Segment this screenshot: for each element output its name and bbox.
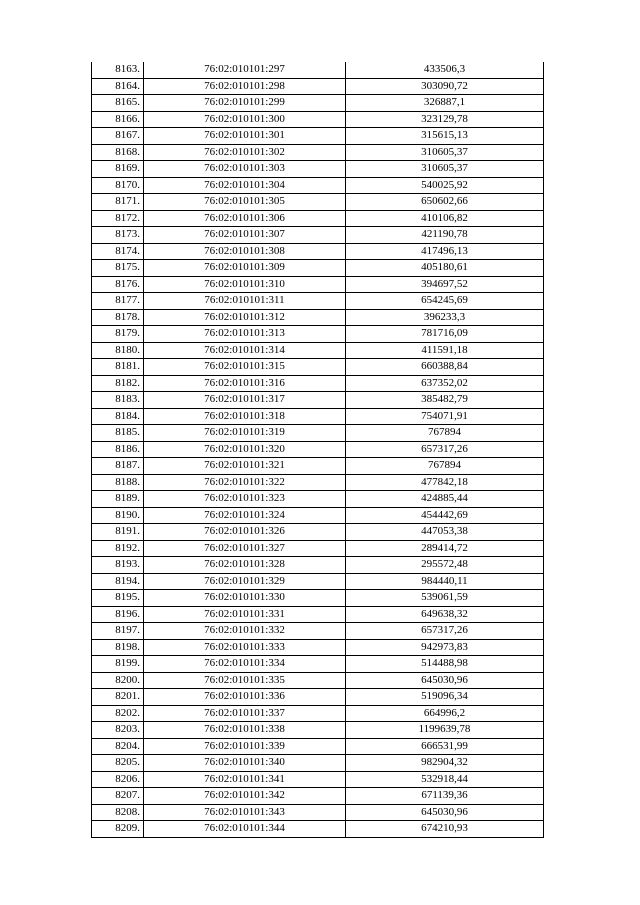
table-row [92,359,544,376]
row-number: 8196. [92,606,144,623]
cadastral-value: 657317,26 [346,623,544,640]
table-row [92,342,544,359]
cadastral-number: 76:02:010101:307 [144,227,346,244]
row-number: 8202. [92,705,144,722]
cadastral-value: 637352,02 [346,375,544,392]
row-number: 8172. [92,210,144,227]
cadastral-value: 660388,84 [346,359,544,376]
row-number: 8198. [92,639,144,656]
table-row [92,623,544,640]
table-row [92,540,544,557]
row-number: 8183. [92,392,144,409]
row-number: 8193. [92,557,144,574]
cadastral-value: 674210,93 [346,821,544,838]
cadastral-number: 76:02:010101:310 [144,276,346,293]
row-number: 8206. [92,771,144,788]
table-row [92,771,544,788]
cadastral-number: 76:02:010101:334 [144,656,346,673]
cadastral-number: 76:02:010101:337 [144,705,346,722]
row-number: 8163. [92,62,144,78]
row-number: 8201. [92,689,144,706]
cadastral-number: 76:02:010101:315 [144,359,346,376]
cadastral-number: 76:02:010101:303 [144,161,346,178]
table-row [92,507,544,524]
row-number: 8165. [92,95,144,112]
table-row [92,243,544,260]
table-row [92,194,544,211]
table-row [92,408,544,425]
table-row [92,804,544,821]
cadastral-number: 76:02:010101:330 [144,590,346,607]
table-row [92,260,544,277]
cadastral-value: 323129,78 [346,111,544,128]
table-row [92,689,544,706]
row-number: 8178. [92,309,144,326]
cadastral-number: 76:02:010101:320 [144,441,346,458]
cadastral-number: 76:02:010101:329 [144,573,346,590]
row-number: 8166. [92,111,144,128]
table-row [92,557,544,574]
table-row [92,210,544,227]
table-body [92,62,544,837]
row-number: 8199. [92,656,144,673]
cadastral-number: 76:02:010101:317 [144,392,346,409]
row-number: 8187. [92,458,144,475]
table-row [92,474,544,491]
cadastral-value: 539061,59 [346,590,544,607]
row-number: 8205. [92,755,144,772]
table-row [92,276,544,293]
cadastral-number: 76:02:010101:304 [144,177,346,194]
cadastral-number: 76:02:010101:327 [144,540,346,557]
row-number: 8204. [92,738,144,755]
row-number: 8190. [92,507,144,524]
table-row [92,606,544,623]
row-number: 8186. [92,441,144,458]
row-number: 8171. [92,194,144,211]
table-row [92,672,544,689]
cadastral-number: 76:02:010101:313 [144,326,346,343]
cadastral-value: 666531,99 [346,738,544,755]
table-row [92,458,544,475]
table-row [92,128,544,145]
cadastral-value: 295572,48 [346,557,544,574]
row-number: 8174. [92,243,144,260]
row-number: 8185. [92,425,144,442]
cadastral-number: 76:02:010101:323 [144,491,346,508]
cadastral-number: 76:02:010101:316 [144,375,346,392]
table-row [92,656,544,673]
cadastral-value: 649638,32 [346,606,544,623]
row-number: 8192. [92,540,144,557]
cadastral-value: 454442,69 [346,507,544,524]
row-number: 8180. [92,342,144,359]
row-number: 8173. [92,227,144,244]
cadastral-value: 394697,52 [346,276,544,293]
cadastral-value: 664996,2 [346,705,544,722]
table-row [92,78,544,95]
row-number: 8189. [92,491,144,508]
table-row [92,738,544,755]
table-row [92,95,544,112]
table-row [92,573,544,590]
table-row [92,788,544,805]
table-row [92,821,544,838]
cadastral-value: 326887,1 [346,95,544,112]
table-row [92,161,544,178]
cadastral-number: 76:02:010101:332 [144,623,346,640]
cadastral-value: 315615,13 [346,128,544,145]
row-number: 8194. [92,573,144,590]
cadastral-number: 76:02:010101:300 [144,111,346,128]
cadastral-value: 767894 [346,425,544,442]
cadastral-number: 76:02:010101:302 [144,144,346,161]
table-row [92,293,544,310]
cadastral-number: 76:02:010101:311 [144,293,346,310]
cadastral-value: 1199639,78 [346,722,544,739]
cadastral-value: 657317,26 [346,441,544,458]
cadastral-number: 76:02:010101:335 [144,672,346,689]
cadastral-value: 424885,44 [346,491,544,508]
cadastral-value: 310605,37 [346,144,544,161]
cadastral-number: 76:02:010101:324 [144,507,346,524]
cadastral-number: 76:02:010101:318 [144,408,346,425]
cadastral-number: 76:02:010101:297 [144,62,346,78]
cadastral-value: 540025,92 [346,177,544,194]
cadastral-number: 76:02:010101:312 [144,309,346,326]
cadastral-number: 76:02:010101:322 [144,474,346,491]
table-row [92,392,544,409]
row-number: 8168. [92,144,144,161]
cadastral-value: 310605,37 [346,161,544,178]
row-number: 8179. [92,326,144,343]
cadastral-number: 76:02:010101:336 [144,689,346,706]
cadastral-value: 385482,79 [346,392,544,409]
cadastral-number: 76:02:010101:299 [144,95,346,112]
table-row [92,326,544,343]
cadastral-number: 76:02:010101:298 [144,78,346,95]
cadastral-number: 76:02:010101:319 [144,425,346,442]
cadastral-value: 532918,44 [346,771,544,788]
row-number: 8176. [92,276,144,293]
cadastral-value: 781716,09 [346,326,544,343]
cadastral-number: 76:02:010101:339 [144,738,346,755]
row-number: 8209. [92,821,144,838]
cadastral-value-table [91,62,544,838]
cadastral-number: 76:02:010101:326 [144,524,346,541]
row-number: 8167. [92,128,144,145]
table-row [92,177,544,194]
row-number: 8164. [92,78,144,95]
table-row [92,639,544,656]
cadastral-value: 477842,18 [346,474,544,491]
cadastral-number: 76:02:010101:314 [144,342,346,359]
cadastral-number: 76:02:010101:341 [144,771,346,788]
table-row [92,425,544,442]
cadastral-number: 76:02:010101:328 [144,557,346,574]
row-number: 8197. [92,623,144,640]
row-number: 8177. [92,293,144,310]
cadastral-value: 303090,72 [346,78,544,95]
cadastral-value: 767894 [346,458,544,475]
cadastral-number: 76:02:010101:331 [144,606,346,623]
cadastral-value: 405180,61 [346,260,544,277]
cadastral-value: 645030,96 [346,672,544,689]
table-row [92,722,544,739]
cadastral-number: 76:02:010101:333 [144,639,346,656]
cadastral-value: 671139,36 [346,788,544,805]
row-number: 8188. [92,474,144,491]
cadastral-value: 514488,98 [346,656,544,673]
table-row [92,491,544,508]
row-number: 8208. [92,804,144,821]
row-number: 8191. [92,524,144,541]
cadastral-value: 982904,32 [346,755,544,772]
cadastral-number: 76:02:010101:308 [144,243,346,260]
cadastral-value: 650602,66 [346,194,544,211]
row-number: 8207. [92,788,144,805]
row-number: 8169. [92,161,144,178]
table-row [92,705,544,722]
cadastral-value: 519096,34 [346,689,544,706]
cadastral-value: 396233,3 [346,309,544,326]
cadastral-number: 76:02:010101:306 [144,210,346,227]
table-row [92,144,544,161]
cadastral-number: 76:02:010101:343 [144,804,346,821]
table-row [92,590,544,607]
row-number: 8195. [92,590,144,607]
row-number: 8175. [92,260,144,277]
table-row [92,227,544,244]
row-number: 8181. [92,359,144,376]
cadastral-number: 76:02:010101:321 [144,458,346,475]
cadastral-value: 754071,91 [346,408,544,425]
cadastral-value: 984440,11 [346,573,544,590]
row-number: 8203. [92,722,144,739]
table-row [92,524,544,541]
table-row [92,755,544,772]
cadastral-number: 76:02:010101:305 [144,194,346,211]
row-number: 8182. [92,375,144,392]
cadastral-value: 645030,96 [346,804,544,821]
table-row [92,375,544,392]
cadastral-value: 411591,18 [346,342,544,359]
cadastral-value: 433506,3 [346,62,544,78]
cadastral-number: 76:02:010101:338 [144,722,346,739]
cadastral-value: 289414,72 [346,540,544,557]
row-number: 8200. [92,672,144,689]
cadastral-number: 76:02:010101:342 [144,788,346,805]
cadastral-value: 447053,38 [346,524,544,541]
row-number: 8170. [92,177,144,194]
cadastral-number: 76:02:010101:344 [144,821,346,838]
cadastral-value: 654245,69 [346,293,544,310]
row-number: 8184. [92,408,144,425]
cadastral-value: 410106,82 [346,210,544,227]
cadastral-value: 417496,13 [346,243,544,260]
table-row [92,62,544,78]
cadastral-value: 421190,78 [346,227,544,244]
cadastral-number: 76:02:010101:340 [144,755,346,772]
cadastral-value: 942973,83 [346,639,544,656]
table-row [92,441,544,458]
cadastral-number: 76:02:010101:309 [144,260,346,277]
table-row [92,111,544,128]
table-row [92,309,544,326]
cadastral-number: 76:02:010101:301 [144,128,346,145]
